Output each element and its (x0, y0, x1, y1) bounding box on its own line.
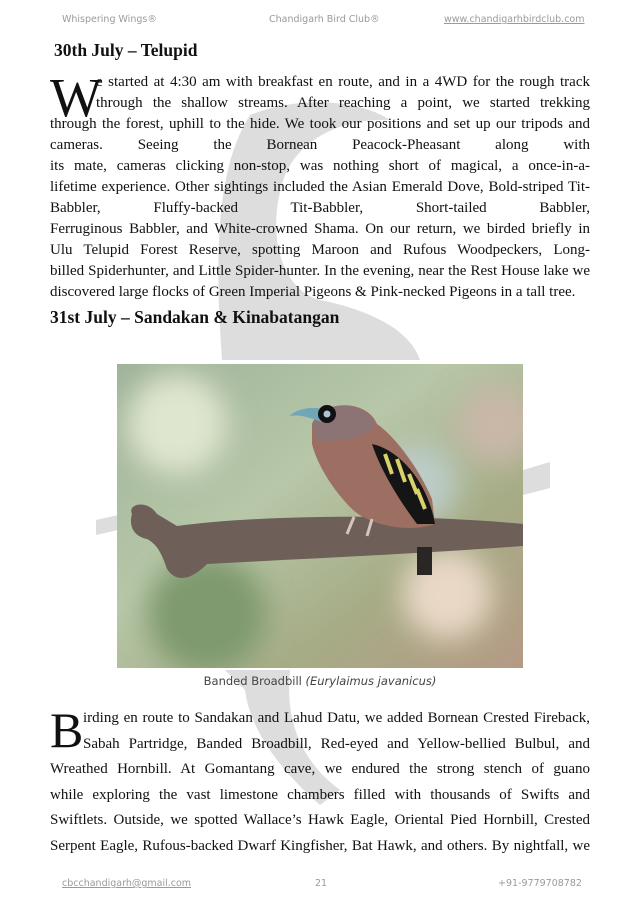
drop-cap: W (50, 67, 102, 128)
footer-email-link[interactable]: cbcchandigarh@gmail.com (62, 878, 192, 889)
text-line: Wreathed Hornbill. At Gomantang cave, we endured the strong stench of guano (50, 761, 590, 777)
banded-broadbill-photo (117, 364, 523, 668)
text-line: lifetime experience. Other sightings included the Asian Emerald Dove, Bold-striped Tit- (50, 179, 590, 195)
text-line: while exploring the vast limestone chambers filled with thousands of Swifts and (50, 786, 590, 803)
section-heading: 31st July – Sandakan & Kinabatangan (50, 307, 340, 327)
text-line: cameras. Seeing the Bornean Peacock-Pheasant along with (50, 137, 590, 153)
text-line: through the shallow streams. After reaching a point, we started trekking (96, 95, 590, 111)
text-line: Babbler, Fluffy-backed Tit-Babbler, Short-tailed Babbler, (50, 200, 590, 216)
drop-cap: B (50, 702, 84, 758)
header-center: Chandigarh Bird Club® (269, 14, 380, 25)
text-line: discovered large flocks of Green Imperial Pigeons & Pink-necked Pigeons in a tall tree. (50, 284, 576, 300)
text-line: e started at 4:30 am with breakfast en route, and in a 4WD for the rough track (96, 74, 590, 90)
text-line: through the forest, uphill to the hide. We took our positions and set up our tripods and (50, 116, 590, 132)
text-line: irding en route to Sandakan and Lahud Datu, we added Bornean Crested Fireback, (83, 710, 590, 726)
caption-scientific-name: (Eurylaimus javanicus) (305, 674, 437, 688)
header-left: Whispering Wings® (62, 14, 157, 25)
text-line: Ulu Telupid Forest Reserve, spotting Maroon and Rufous Woodpeckers, Long- (50, 242, 590, 258)
text-line: Swiftlets. Outside, we spotted Wallace’s Hawk Eagle, Oriental Pied Hornbill, Crested (50, 812, 590, 828)
text-line: Sabah Partridge, Banded Broadbill, Red-eyed and Yellow-bellied Bulbul, and (83, 735, 590, 752)
text-line: Serpent Eagle, Rufous-backed Dwarf Kingfisher, Bat Hawk, and others. By nightfall, we (50, 837, 590, 854)
photo-caption (0, 674, 640, 688)
header-website-link[interactable]: www.chandigarhbirdclub.com (444, 14, 585, 25)
section-heading: 30th July – Telupid (54, 40, 198, 60)
caption-common-name: Banded Broadbill (203, 674, 302, 688)
text-line: Ferruginous Babbler, and White-crowned Shama. On our return, we birded briefly in (50, 221, 590, 237)
paragraph-telupid (50, 67, 590, 303)
text-line: its mate, cameras clicking non-stop, was nothing short of magical, a once-in-a- (50, 158, 590, 174)
footer-phone: +91-9779708782 (498, 878, 582, 889)
paragraph-sandakan (50, 702, 590, 859)
text-line: billed Spiderhunter, and Little Spider-hunter. In the evening, near the Rest House lake we (50, 263, 590, 279)
page-number: 21 (315, 878, 328, 889)
